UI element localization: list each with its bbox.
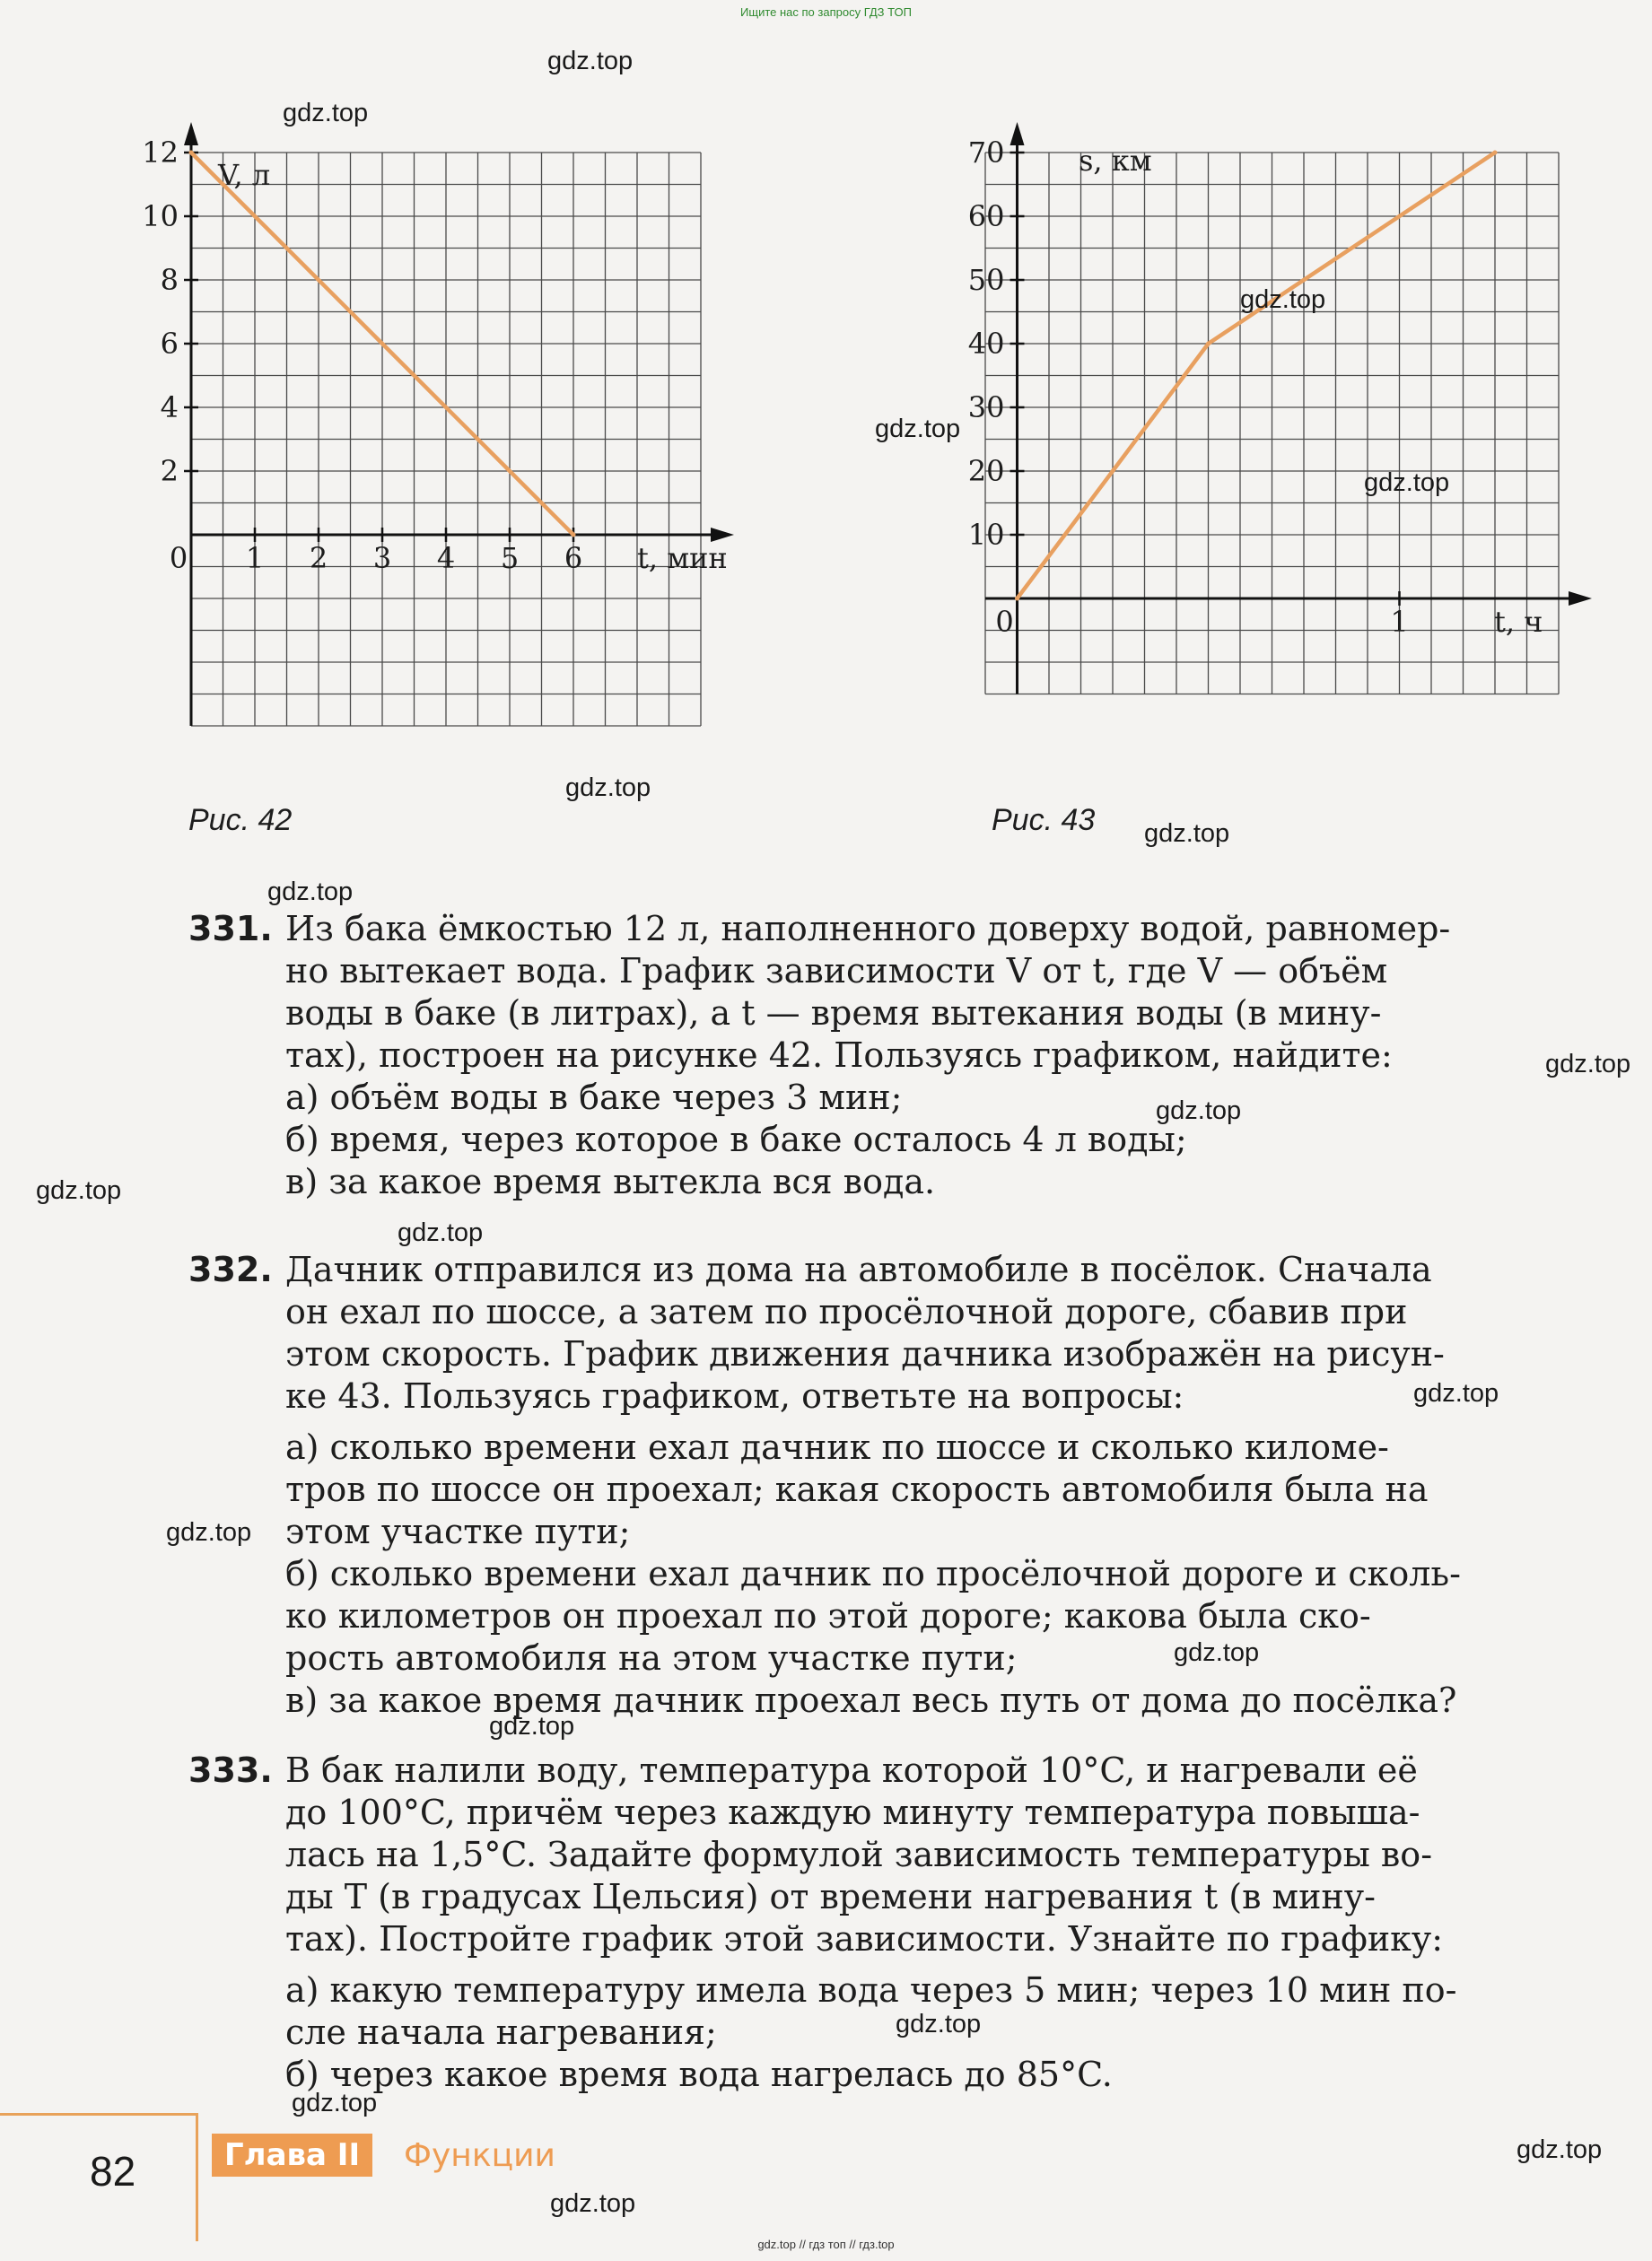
series-point <box>572 533 576 537</box>
watermark: gdz.top <box>1364 468 1450 497</box>
y-axis-arrow <box>184 122 198 145</box>
problem-text-line: б) сколько времени ехал дачник по просёлочной дороге и сколь- <box>285 1554 1461 1593</box>
watermark: gdz.top <box>36 1176 122 1205</box>
series-point <box>1206 342 1211 346</box>
problem-text-line: в) за какое время вытекла вся вода. <box>285 1162 936 1201</box>
problem-number: 333. <box>188 1750 273 1790</box>
y-tick-label: 70 <box>967 135 1005 170</box>
problem-text-line: ке 43. Пользуясь графиком, ответьте на вопросы: <box>285 1376 1184 1416</box>
watermark: gdz.top <box>547 47 634 75</box>
series-point <box>1015 597 1019 601</box>
figure-42-caption: Рис. 42 <box>188 803 293 837</box>
watermark: gdz.top <box>1144 819 1230 848</box>
problem-text-line: сле начала нагревания; <box>285 2012 717 2052</box>
watermark: gdz.top <box>1413 1379 1499 1408</box>
watermark: gdz.top <box>1174 1638 1260 1667</box>
watermark: gdz.top <box>1545 1050 1631 1078</box>
problem-text-line: а) какую температуру имела вода через 5 мин; через 10 мин по- <box>285 1970 1457 2010</box>
watermark: gdz.top <box>550 2189 636 2218</box>
series-point <box>1493 151 1498 155</box>
watermark: gdz.top <box>489 1712 575 1741</box>
problem-331 <box>179 908 1570 1213</box>
x-tick-label: 6 <box>564 541 583 575</box>
y-axis-label: s, км <box>1079 144 1152 178</box>
watermark: gdz.top <box>875 415 961 443</box>
watermark: gdz.top <box>166 1518 252 1547</box>
x-axis-arrow <box>711 528 734 542</box>
watermark: gdz.top <box>398 1218 484 1247</box>
top-note: Ищите нас по запросу ГДЗ ТОП <box>740 5 912 19</box>
x-tick-label: 2 <box>309 541 328 575</box>
problem-text-line: Дачник отправился из дома на автомобиле в посёлок. Сначала <box>285 1250 1432 1289</box>
x-tick-label: 3 <box>372 541 392 575</box>
watermark: gdz.top <box>1156 1096 1242 1125</box>
problem-text-line: тах). Постройте график этой зависимости. Узнайте по графику: <box>285 1919 1444 1959</box>
y-tick-label: 30 <box>967 390 1005 424</box>
watermark: gdz.top <box>1517 2135 1603 2164</box>
figure-43-chart <box>967 135 1570 772</box>
problem-text-line: этом скорость. График движения дачника изображён на рисун- <box>285 1334 1445 1374</box>
chapter-label: Глава II <box>212 2134 372 2177</box>
problem-text-line: но вытекает вода. График зависимости V от t, где V — объём <box>285 951 1388 991</box>
x-axis-label: t, ч <box>1494 605 1543 639</box>
problem-text-line: ко километров он проехал по этой дороге; какова была ско- <box>285 1596 1371 1636</box>
problem-text-line: в) за какое время дачник проехал весь путь от дома до посёлка? <box>285 1680 1457 1720</box>
y-tick-label: 4 <box>160 390 179 424</box>
problem-text-line: этом участке пути; <box>285 1512 631 1551</box>
figure-42-chart <box>142 135 776 772</box>
problem-text-line: лась на 1,5°C. Задайте формулой зависимость температуры во- <box>285 1835 1433 1874</box>
figure-43-caption: Рис. 43 <box>992 803 1096 837</box>
problem-text-line: б) время, через которое в баке осталось 4 л воды; <box>285 1120 1187 1159</box>
problem-text-line: Из бака ёмкостью 12 л, наполненного доверху водой, равномер- <box>285 909 1451 948</box>
y-axis-arrow <box>1010 122 1025 145</box>
problem-text-line: тах), построен на рисунке 42. Пользуясь графиком, найдите: <box>285 1035 1393 1075</box>
figure-43-svg <box>967 135 1570 772</box>
problem-text-line: он ехал по шоссе, а затем по просёлочной дороге, сбавив при <box>285 1292 1408 1331</box>
x-axis-arrow <box>1569 591 1592 606</box>
y-tick-label: 10 <box>967 518 1005 552</box>
y-tick-label: 8 <box>160 263 179 297</box>
y-axis-label: V, л <box>218 158 271 192</box>
problem-text-line: воды в баке (в литрах), а t — время вытекания воды (в мину- <box>285 993 1382 1033</box>
chapter-title: Функции <box>404 2137 555 2174</box>
problem-text-line: а) сколько времени ехал дачник по шоссе и сколько киломе- <box>285 1427 1389 1467</box>
y-tick-label: 10 <box>142 199 179 233</box>
x-tick-label: 5 <box>500 541 520 575</box>
watermark: gdz.top <box>267 877 354 906</box>
watermark: gdz.top <box>896 2010 982 2038</box>
y-tick-label: 40 <box>967 327 1005 361</box>
x-tick-label: 1 <box>245 541 265 575</box>
problem-333 <box>179 1750 1570 2100</box>
bottom-note: gdz.top // гдз топ // гдз.top <box>757 2238 895 2251</box>
x-tick-label: 0 <box>169 541 188 575</box>
x-tick-label: 4 <box>436 541 456 575</box>
problem-text-line: В бак налили воду, температура которой 10°C, и нагревали её <box>285 1750 1418 1790</box>
watermark: gdz.top <box>283 99 369 127</box>
problem-number: 331. <box>188 909 273 948</box>
page-number: 82 <box>90 2148 136 2195</box>
problem-text-line: ды T (в градусах Цельсия) от времени нагревания t (в мину- <box>285 1877 1376 1916</box>
problem-text-line: б) через какое время вода нагрелась до 85°C. <box>285 2055 1113 2094</box>
problem-332 <box>179 1249 1570 1724</box>
y-tick-label: 20 <box>967 454 1005 488</box>
watermark: gdz.top <box>565 773 651 802</box>
y-tick-label: 12 <box>142 135 179 170</box>
problem-number: 332. <box>188 1250 273 1289</box>
y-tick-label: 6 <box>160 327 179 361</box>
x-tick-label: 1 <box>1390 605 1409 639</box>
x-tick-label: 0 <box>995 605 1014 639</box>
x-axis-label: t, мин <box>637 541 728 575</box>
watermark: gdz.top <box>1240 285 1326 314</box>
problem-text-line: рость автомобиля на этом участке пути; <box>285 1638 1018 1678</box>
y-tick-label: 2 <box>160 454 179 488</box>
y-tick-label: 50 <box>967 263 1005 297</box>
figure-42-svg <box>142 135 776 772</box>
watermark: gdz.top <box>292 2089 378 2117</box>
problem-text-line: до 100°C, причём через каждую минуту температура повыша- <box>285 1793 1420 1832</box>
y-tick-label: 60 <box>967 199 1005 233</box>
series-point <box>189 151 194 155</box>
problem-text-line: тров по шоссе он проехал; какая скорость автомобиля была на <box>285 1470 1429 1509</box>
problem-text-line: а) объём воды в баке через 3 мин; <box>285 1078 903 1117</box>
